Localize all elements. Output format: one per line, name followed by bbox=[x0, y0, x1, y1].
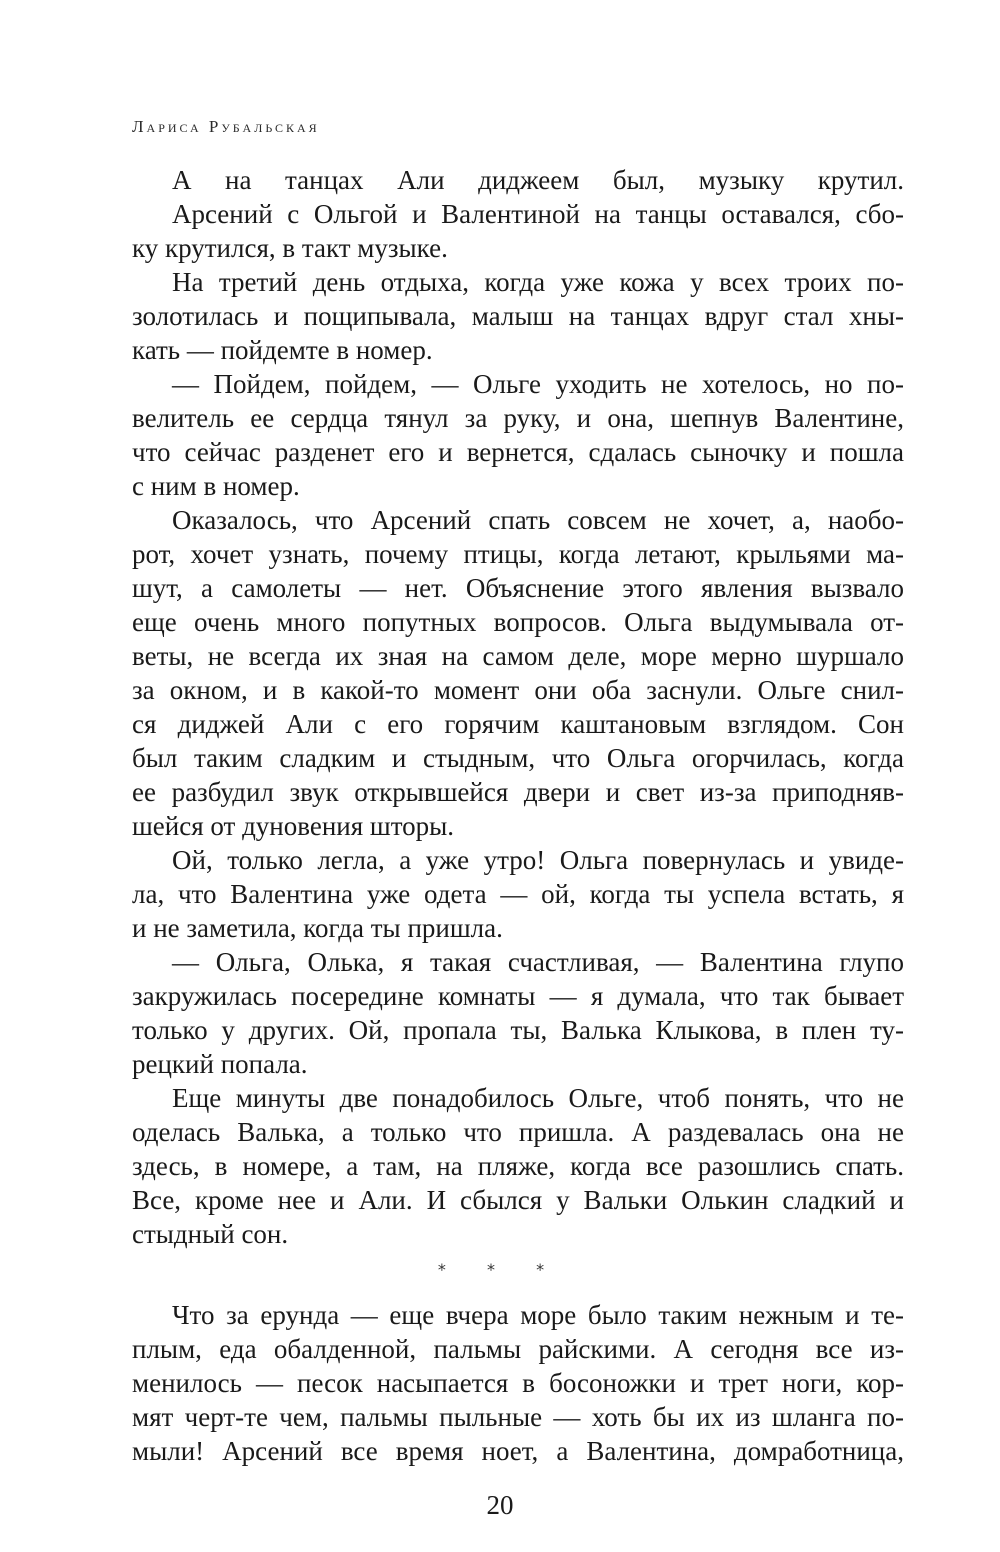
text-line: — Ольга, Олька, я такая счастливая, — Валентина глупо bbox=[172, 947, 904, 977]
text-line: рецкий попала. bbox=[132, 1049, 308, 1079]
text-line: и не заметила, когда ты пришла. bbox=[132, 913, 503, 943]
text-line: Еще минуты две понадобилось Ольге, чтоб понять, что не bbox=[172, 1083, 904, 1113]
text-line: стыдный сон. bbox=[132, 1219, 289, 1249]
text-line: веты, не всегда их зная на самом деле, море мерно шуршало bbox=[132, 641, 904, 671]
text-line: оделась Валька, а только что пришла. А раздевалась она не bbox=[132, 1117, 904, 1147]
text-line: шут, а самолеты — нет. Объяснение этого явления вызвало bbox=[132, 573, 904, 603]
text-line: — Пойдем, пойдем, — Ольге уходить не хотелось, но по- bbox=[172, 369, 904, 399]
text-line: ся диджей Али с его горячим каштановым взглядом. Сон bbox=[132, 709, 904, 739]
text-line: Оказалось, что Арсений спать совсем не хочет, а, наобо- bbox=[172, 505, 904, 535]
text-line: мят черт-те чем, пальмы пыльные — хоть бы их из шланга по- bbox=[132, 1402, 904, 1432]
text-line: Что за ерунда — еще вчера море было таким нежным и те- bbox=[172, 1300, 904, 1330]
text-line: Арсений с Ольгой и Валентиной на танцы оставался, сбо- bbox=[172, 199, 904, 229]
text-line: с ним в номер. bbox=[132, 471, 300, 501]
page-number: 20 bbox=[486, 1490, 514, 1520]
text-line: за окном, и в какой-то момент они оба заснули. Ольге снил- bbox=[132, 675, 904, 705]
text-line: рот, хочет узнать, почему птицы, когда летают, крыльями ма- bbox=[132, 539, 904, 569]
text-line: велитель ее сердца тянул за руку, и она, шепнув Валентине, bbox=[132, 403, 904, 433]
text-line: золотилась и пощипывала, малыш на танцах вдруг стал хны- bbox=[132, 301, 904, 331]
text-line: Ой, только легла, а уже утро! Ольга повернулась и увиде- bbox=[172, 845, 904, 875]
running-head: Лариса Рубальская bbox=[132, 117, 320, 136]
text-line: здесь, в номере, а там, на пляже, когда все разошлись спать. bbox=[132, 1151, 904, 1181]
text-line: закружилась посередине комнаты — я думала, что так бывает bbox=[132, 981, 904, 1011]
text-line: ее разбудил звук открывшейся двери и свет из-за приподняв- bbox=[132, 777, 904, 807]
section-separator: * * * bbox=[437, 1260, 563, 1279]
text-line: ку крутился, в такт музыке. bbox=[132, 233, 448, 263]
text-line: мыли! Арсений все время ноет, а Валентина, домработница, bbox=[132, 1436, 904, 1466]
text-line: ла, что Валентина уже одета — ой, когда ты успела встать, я bbox=[132, 879, 904, 909]
text-line: кать — пойдемте в номер. bbox=[132, 335, 433, 365]
text-line: шейся от дуновения шторы. bbox=[132, 811, 455, 841]
text-line: еще очень много попутных вопросов. Ольга выдумывала от- bbox=[132, 607, 904, 637]
text-line: А на танцах Али диджеем был, музыку крутил. bbox=[172, 165, 904, 195]
text-line: что сейчас разденет его и вернется, сдалась сыночку и пошла bbox=[132, 437, 904, 467]
text-line: плым, еда обалденной, пальмы райскими. А сегодня все из- bbox=[132, 1334, 904, 1364]
text-line: На третий день отдыха, когда уже кожа у всех троих по- bbox=[172, 267, 904, 297]
text-line: только у других. Ой, пропала ты, Валька Клыкова, в плен ту- bbox=[132, 1015, 904, 1045]
text-line: менилось — песок насыпается в босоножки и трет ноги, кор- bbox=[132, 1368, 904, 1398]
text-line: Все, кроме нее и Али. И сбылся у Вальки Олькин сладкий и bbox=[132, 1185, 904, 1215]
text-line: был таким сладким и стыдным, что Ольга огорчилась, когда bbox=[132, 743, 904, 773]
